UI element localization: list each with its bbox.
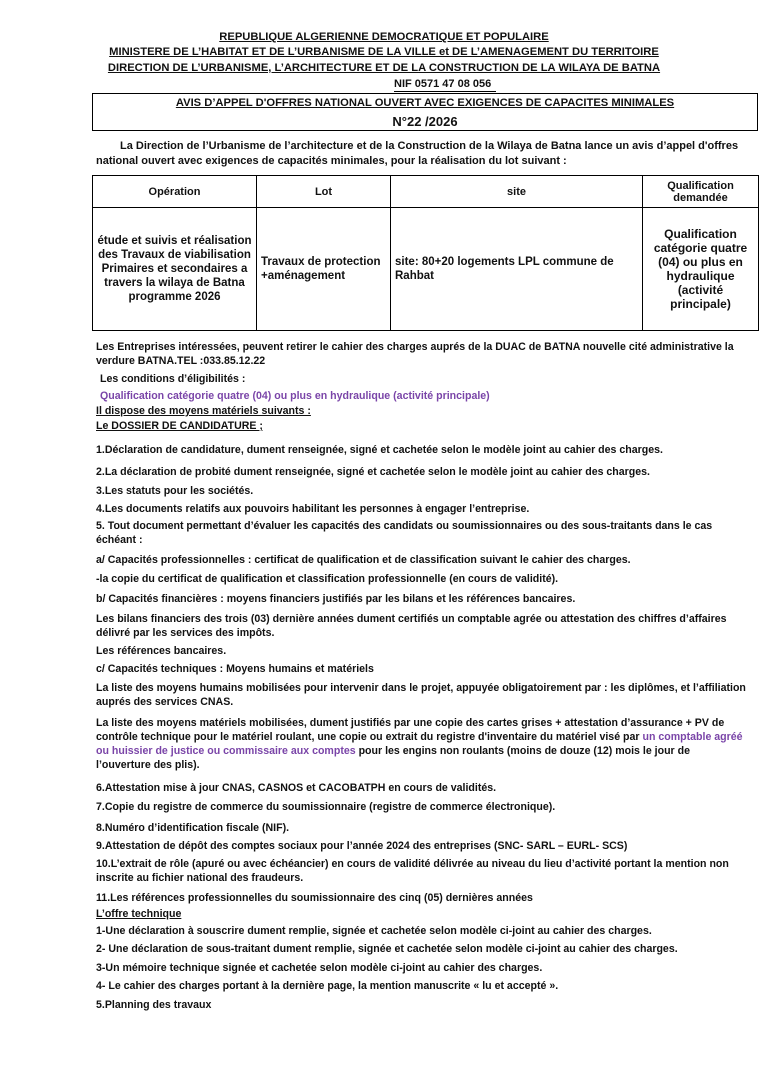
list-item: 8.Numéro d’identification fiscale (NIF). — [96, 822, 290, 834]
title-box — [92, 93, 758, 131]
cell-operation: étude et suivis et réalisation des Travaux de viabilisation Primaires et secondaires a travers la wilaya de Batna programme 2026 — [93, 208, 257, 331]
cell-site: site: 80+20 logements LPL commune de Rahbat — [391, 208, 643, 331]
list-item: 1-Une déclaration à souscrire dument remplie, signée et cachetée selon modèle ci-joint au cahier des charges. — [96, 925, 652, 937]
avis-number: N°22 /2026 — [392, 114, 458, 129]
cell-lot: Travaux de protection +aménagement — [257, 208, 391, 331]
list-item: Les bilans financiers des trois (03) dernière années dument certifiés un comptable agrée ou attestation des chiffres d’affaires délivré par les services des impôts. — [96, 613, 727, 639]
materiel-text-highlight: un comptable agréé ou huissier de justice ou commissaire aux comptes — [96, 731, 743, 757]
list-item: c/ Capacités techniques : Moyens humains et matériels — [96, 663, 374, 675]
moyens-label: Il dispose des moyens matériels suivants : — [96, 405, 311, 417]
conditions-label: Les conditions d’éligibilités : — [100, 373, 246, 385]
list-item: 2.La déclaration de probité dument renseignée, signé et cachetée selon le modèle joint au cahier des charges. — [96, 466, 650, 478]
dossier-title: Le DOSSIER DE CANDIDATURE ; — [96, 420, 263, 432]
header-qualification: Qualification demandée — [643, 176, 759, 208]
list-item: La liste des moyens humains mobilisées pour intervenir dans le projet, appuyée obligatoirement par : les diplômes, et l’affiliation auprés des services CNAS. — [96, 682, 746, 708]
materiel-text-end: pour les engins non roulants (moins de douze (12) mois le jour de l’ouverture des plis). — [96, 745, 690, 771]
list-item: 4.Les documents relatifs aux pouvoirs habilitant les personnes à engager l’entreprise. — [96, 503, 530, 515]
header-operation: Opération — [93, 176, 257, 208]
header-nif: NIF 0571 47 08 056 — [394, 78, 492, 90]
list-item: 4- Le cahier des charges portant à la dernière page, la mention manuscrite « lu et accepté ». — [96, 980, 559, 992]
list-item: 11.Les références professionnelles du soumissionnaire des cinq (05) dernières années — [96, 892, 533, 904]
cell-qualification: Qualification catégorie quatre (04) ou plus en hydraulique (activité principale) — [643, 208, 759, 331]
list-item: 2- Une déclaration de sous-traitant dument remplie, signée et cachetée selon modèle ci-joint au cahier des charges. — [96, 943, 678, 955]
table-row — [93, 208, 759, 331]
list-item: 5. Tout document permettant d’évaluer les capacités des candidats ou soumissionnaires ou des sous-traitants dans le cas échéant : — [96, 520, 713, 546]
list-item: a/ Capacités professionnelles : certificat de qualification et de classification suivant le cahier des charges. — [96, 554, 631, 566]
offre-title: L’offre technique — [96, 908, 182, 920]
list-item: 3.Les statuts pour les sociétés. — [96, 485, 254, 497]
materiel-text-start: La liste des moyens matériels mobilisées, dument justifiés par une copie des cartes grises + attestation d’assurance + PV de contrôle technique pour le matériel roulant, une copie ou extrait du registre d'inventaire du matériel visé par — [96, 717, 725, 743]
list-item: -la copie du certificat de qualification et classification professionnelle (en cours de validité). — [96, 573, 559, 585]
table-header-row — [93, 176, 759, 208]
header-site: site — [391, 176, 643, 208]
list-item: 9.Attestation de dépôt des comptes sociaux pour l’année 2024 des entreprises (SNC- SARL – EURL- SCS) — [96, 840, 628, 852]
avis-title: AVIS D’APPEL D'OFFRES NATIONAL OUVERT AVEC EXIGENCES DE CAPACITES MINIMALES — [175, 97, 675, 109]
intro-paragraph: La Direction de l’Urbanisme de l’architecture et de la Construction de la Wilaya de Batna lance un avis d’appel d'offres national ouvert avec exigences de capacités minimales, pour la réalisation du lot suivant : — [96, 140, 739, 167]
list-item: 6.Attestation mise à jour CNAS, CASNOS et CACOBATPH en cours de validités. — [96, 782, 497, 794]
header-ministry: MINISTERE DE L’HABITAT ET DE L’URBANISME DE LA VILLE et DE L’AMENAGEMENT DU TERRITOIRE — [109, 46, 659, 58]
list-item: b/ Capacités financières : moyens financiers justifiés par les bilans et les références bancaires. — [96, 593, 576, 605]
header-lot: Lot — [257, 176, 391, 208]
list-item — [96, 716, 746, 772]
header-republic: REPUBLIQUE ALGERIENNE DEMOCRATIQUE ET POPULAIRE — [219, 31, 549, 43]
lot-table — [92, 175, 759, 331]
qualification-line: Qualification catégorie quatre (04) ou plus en hydraulique (activité principale) — [100, 390, 490, 402]
header-direction: DIRECTION DE L’URBANISME, L’ARCHITECTURE ET DE LA CONSTRUCTION DE LA WILAYA DE BATNA — [107, 62, 661, 74]
list-item: 10.L’extrait de rôle (apuré ou avec échéancier) en cours de validité délivrée au niveau du lieu d’activité portant la mention non inscrite au fichier national des fraudeurs. — [96, 858, 729, 884]
list-item: Les références bancaires. — [96, 645, 227, 657]
header-divider — [394, 91, 496, 92]
retrait-paragraph: Les Entreprises intéressées, peuvent retirer le cahier des charges auprés de la DUAC de BATNA nouvelle cité administrative la verdure BATNA.TEL :033.85.12.22 — [96, 341, 734, 367]
list-item: 5.Planning des travaux — [96, 999, 212, 1011]
list-item: 1.Déclaration de candidature, dument renseignée, signé et cachetée selon le modèle joint au cahier des charges. — [96, 444, 663, 456]
list-item: 7.Copie du registre de commerce du soumissionnaire (registre de commerce électronique). — [96, 801, 556, 813]
list-item: 3-Un mémoire technique signée et cachetée selon modèle ci-joint au cahier des charges. — [96, 962, 543, 974]
